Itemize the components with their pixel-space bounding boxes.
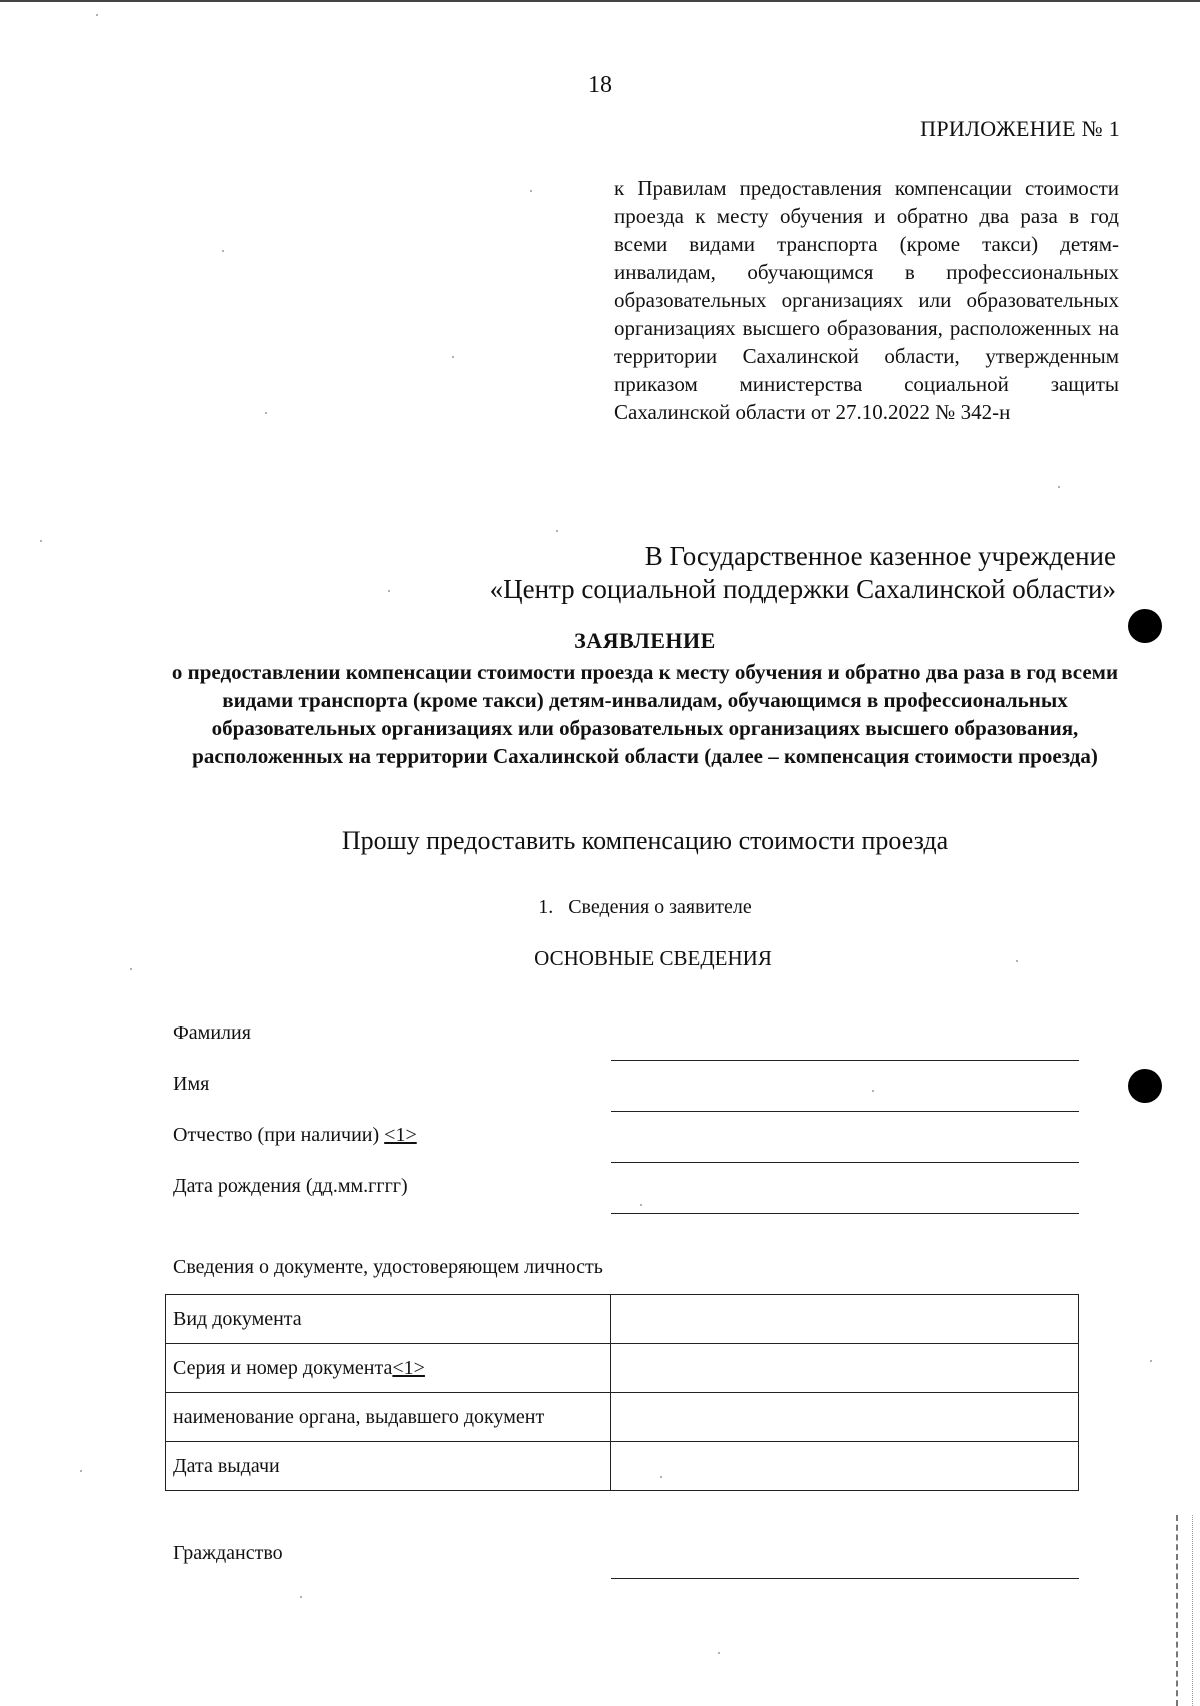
section-number: 1. xyxy=(538,896,554,918)
issue-date-label: Дата выдачи xyxy=(166,1442,611,1491)
request-text: Прошу предоставить компенсацию стоимости проезда xyxy=(341,826,949,855)
scan-speck xyxy=(660,1476,662,1478)
document-type-label: Вид документа xyxy=(166,1295,611,1344)
top-edge-rule xyxy=(0,0,1200,2)
document-number-field[interactable] xyxy=(611,1344,1079,1393)
section-title-text: Сведения о заявителе xyxy=(568,896,752,918)
table-row xyxy=(166,1442,1079,1491)
patronymic-field[interactable] xyxy=(611,1162,1079,1163)
birth-date-field[interactable] xyxy=(611,1213,1079,1214)
footnote-link[interactable]: <1> xyxy=(384,1124,417,1146)
scan-speck xyxy=(80,1470,82,1472)
name-label: Имя xyxy=(173,1073,210,1095)
issue-date-field[interactable] xyxy=(611,1442,1079,1491)
scan-speck xyxy=(300,1596,302,1598)
footnote-link[interactable]: <1> xyxy=(392,1356,425,1379)
scan-speck xyxy=(388,590,390,592)
scan-speck xyxy=(530,190,532,192)
scan-speck xyxy=(130,968,132,970)
identity-document-title: Сведения о документе, удостоверяющем личность xyxy=(173,1256,603,1278)
citizenship-label: Гражданство xyxy=(173,1542,283,1564)
scan-speck xyxy=(452,356,454,358)
document-type-field[interactable] xyxy=(611,1295,1079,1344)
main-info-title: ОСНОВНЫЕ СВЕДЕНИЯ xyxy=(534,946,772,970)
scan-speck xyxy=(1016,960,1018,962)
section-title xyxy=(0,896,1200,919)
name-field[interactable] xyxy=(611,1111,1079,1112)
punch-hole xyxy=(1128,609,1162,643)
citizenship-field[interactable] xyxy=(611,1578,1079,1579)
scan-speck xyxy=(222,250,224,252)
surname-field[interactable] xyxy=(611,1060,1079,1061)
issuing-authority-label: наименование органа, выдавшего документ xyxy=(166,1393,611,1442)
addressee xyxy=(490,540,1116,606)
addressee-line-2: «Центр социальной поддержки Сахалинской области» xyxy=(489,574,1116,604)
binding-edge xyxy=(1176,1515,1193,1706)
scan-speck xyxy=(1150,1360,1152,1362)
table-row xyxy=(166,1393,1079,1442)
punch-hole xyxy=(1128,1069,1162,1103)
scan-speck xyxy=(40,540,42,542)
scan-speck xyxy=(265,412,267,414)
table-row xyxy=(166,1295,1079,1344)
patronymic-label xyxy=(173,1124,417,1147)
scan-speck xyxy=(1058,486,1060,488)
statement-title: ЗАЯВЛЕНИЕ xyxy=(574,628,716,653)
appendix-text: к Правилам предоставления компенсации стоимости проезда к месту обучения и обратно два раза в год всеми видами транспорта (кроме такси) детям-инвалидам, обучающимся в профессиональных образовательных организациях или образовательных организациях высшего образования, расположенных на территории Сахалинской области, утвержденным приказом министерства социальной защиты Сахалинской области от 27.10.2022 № 342-н xyxy=(614,176,1119,424)
scan-speck xyxy=(556,530,558,532)
document-number-label-text: Серия и номер документа xyxy=(173,1356,393,1379)
issuing-authority-field[interactable] xyxy=(611,1393,1079,1442)
table-row xyxy=(166,1344,1079,1393)
surname-label: Фамилия xyxy=(173,1022,251,1044)
patronymic-label-text: Отчество (при наличии) xyxy=(173,1124,380,1146)
addressee-line-1: В Государственное казенное учреждение xyxy=(644,541,1116,571)
statement-subtitle: о предоставлении компенсации стоимости проезда к месту обучения и обратно два раза в год всеми видами транспорта (кроме такси) детям-инвалидам, обучающимся в профессиональных образовательных организациях или образовательных организациях высшего образования, расположенных на территории Сахалинской области (далее – компенсация стоимости проезда) xyxy=(171,660,1119,768)
scan-speck xyxy=(96,14,98,16)
identity-document-table xyxy=(165,1294,1079,1491)
scan-speck xyxy=(640,1204,642,1206)
scan-speck xyxy=(718,1652,720,1654)
document-number-label xyxy=(166,1344,611,1393)
appendix-title: ПРИЛОЖЕНИЕ № 1 xyxy=(920,116,1120,141)
page-number: 18 xyxy=(588,72,612,98)
scan-speck xyxy=(872,1090,874,1092)
birth-date-label: Дата рождения (дд.мм.гггг) xyxy=(173,1175,408,1197)
